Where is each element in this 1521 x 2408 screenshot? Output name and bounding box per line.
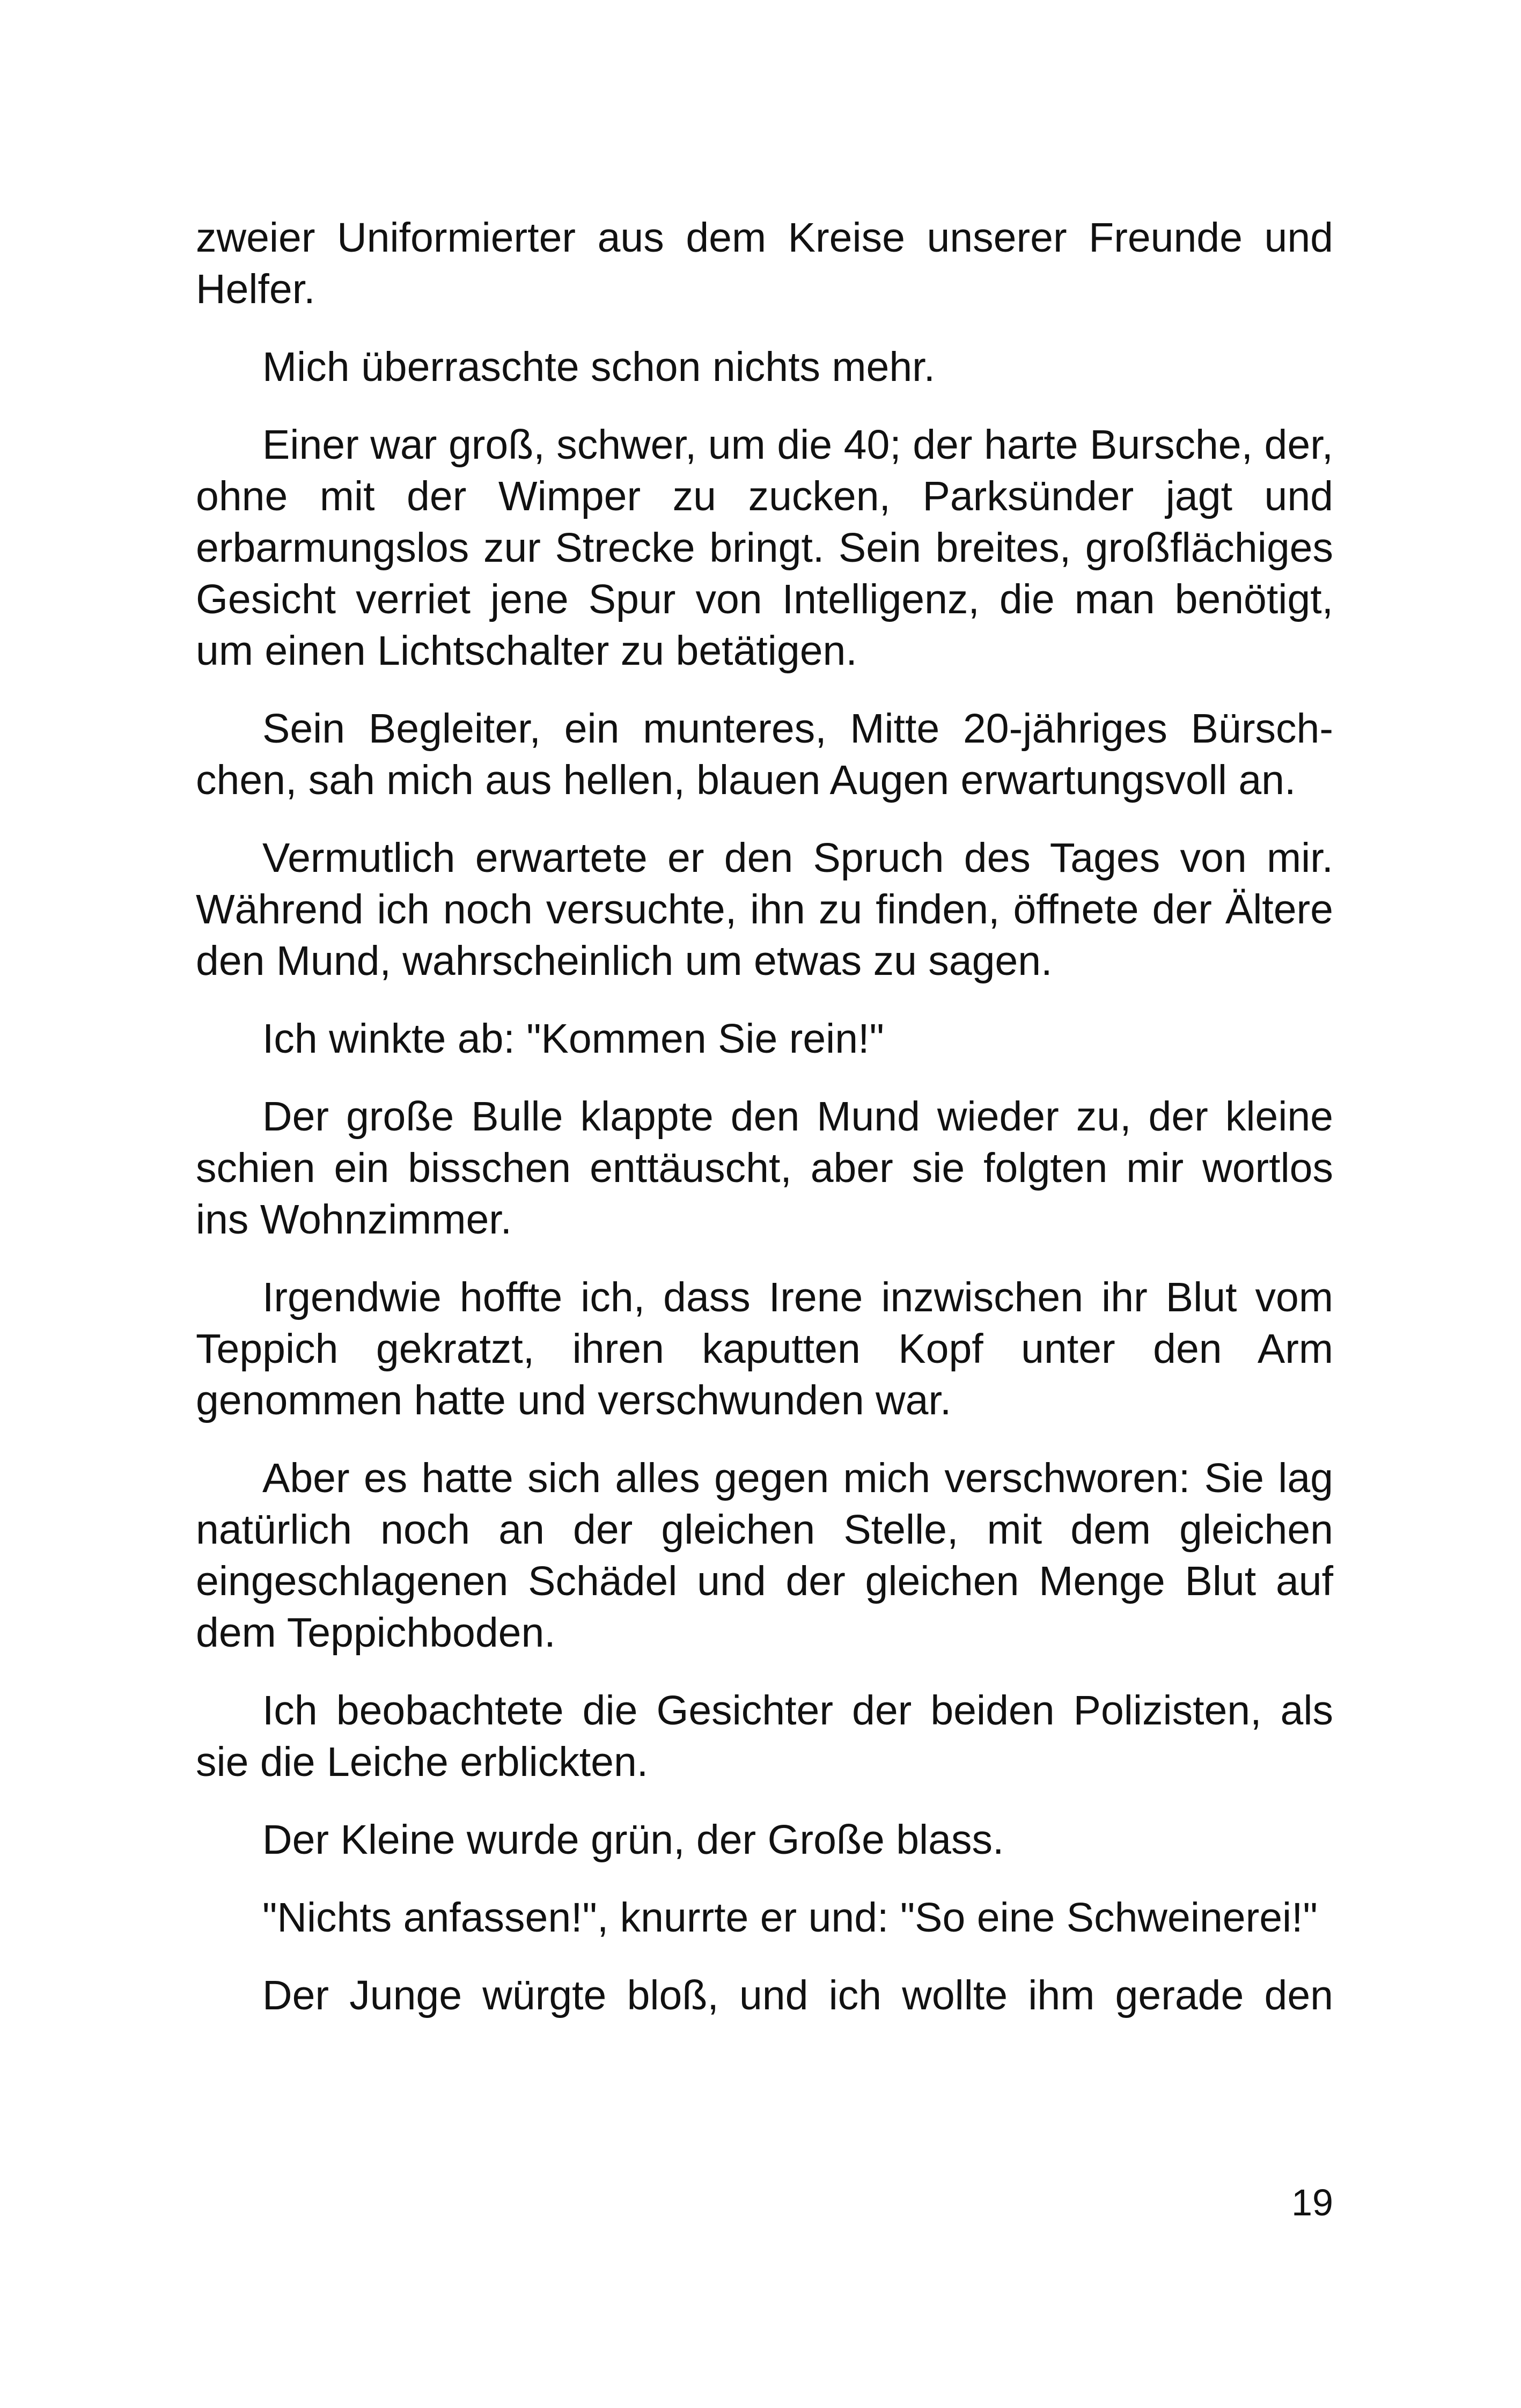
- paragraph-4: Sein Begleiter, ein munteres, Mitte 20-jähriges Bürschchen, sah mich aus hellen, blauen Augen erwartungsvoll an.: [196, 706, 1333, 803]
- paragraph-8: Irgendwie hoffte ich, dass Irene inzwischen ihr Blut vom Teppich gekratzt, ihren kaputten Kopf unter den Arm genommen hatte und verschwunden war.: [196, 1274, 1333, 1423]
- page-body: [196, 212, 1333, 2021]
- paragraph-5: Vermutlich erwartete er den Spruch des Tages von mir. Während ich noch versuchte, ihn zu finden, öffnete der Ältere den Mund, wahrscheinlich um etwas zu sagen.: [196, 835, 1333, 984]
- paragraph-6: Ich winkte ab: "Kommen Sie rein!": [262, 1016, 884, 1062]
- paragraph-1: zweier Uniformierter aus dem Kreise unserer Freunde und Helfer.: [196, 215, 1333, 312]
- paragraph-9: Aber es hatte sich alles gegen mich verschworen: Sie lag natürlich noch an der gleichen Stelle, mit dem gleichen eingeschlagenen Schädel und der gleichen Menge Blut auf dem Teppichboden.: [196, 1455, 1333, 1656]
- paragraph-3: Einer war groß, schwer, um die 40; der harte Bursche, der, ohne mit der Wimper zu zucken, Parksünder jagt und erbarmungslos zur Strecke bringt. Sein breites, großflächiges Gesicht verriet jene Spur von Intelligenz, die man benötigt, um einen Lichtschalter zu betätigen.: [196, 422, 1333, 674]
- paragraph-13: Der Junge würgte bloß, und ich wollte ihm gerade den: [262, 1972, 1333, 2018]
- paragraph-12: "Nichts anfassen!", knurrte er und: "So eine Schweinerei!": [262, 1895, 1318, 1941]
- page-number: 19: [1291, 2182, 1333, 2223]
- paragraph-2: Mich überraschte schon nichts mehr.: [262, 344, 935, 390]
- paragraph-11: Der Kleine wurde grün, der Große blass.: [262, 1817, 1004, 1863]
- paragraph-7: Der große Bulle klappte den Mund wieder zu, der kleine schien ein bisschen enttäuscht, aber sie folgten mir wortlos ins Wohnzimmer.: [196, 1093, 1333, 1243]
- paragraph-10: Ich beobachtete die Gesichter der beiden Polizisten, als sie die Leiche erblickten.: [196, 1687, 1333, 1785]
